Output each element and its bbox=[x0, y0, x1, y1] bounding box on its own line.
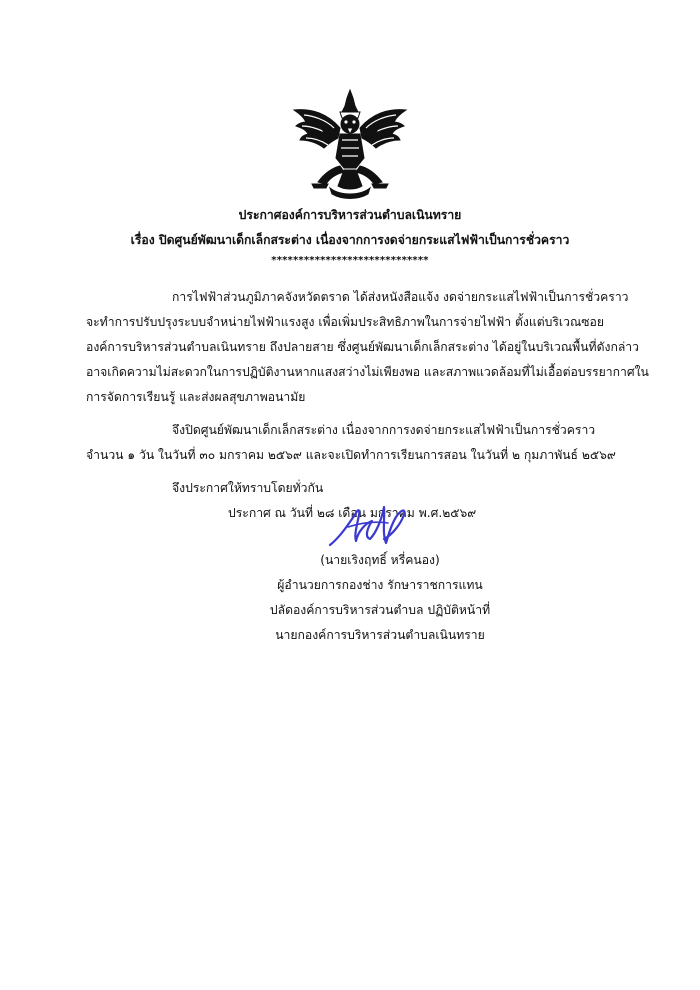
signer-name: (นายเริงฤทธิ์ หรี่คนอง) bbox=[320, 553, 440, 567]
signer-position: ปลัดองค์การบริหารส่วนตำบล ปฏิบัติหน้าที่ bbox=[269, 603, 491, 617]
signer-position: ผู้อำนวยการกองช่าง รักษาราชการแทน bbox=[277, 578, 483, 592]
announce-text: จึงประกาศให้ทราบโดยทั่วกัน bbox=[172, 481, 324, 495]
body-line: อาจเกิดความไม่สะดวกในการปฏิบัติงานหากแสงสว่างไม่เพียงพอ และสภาพแวดล้อมที่ไม่เอื้อต่อบรรยากาศใน bbox=[86, 365, 649, 379]
announce-date: ประกาศ ณ วันที่ ๒๘ เดือน มกราคม พ.ศ.๒๕๖๙ bbox=[228, 506, 477, 520]
document-title: ประกาศองค์การบริหารส่วนตำบลเนินทราย bbox=[238, 208, 462, 222]
garuda-emblem-icon bbox=[290, 88, 410, 200]
body-line: จำนวน ๑ วัน ในวันที่ ๓๐ มกราคม ๒๕๖๙ และจะเปิดทำการเรียนการสอน ในวันที่ ๒ กุมภาพันธ์ ๒๕๖๙ bbox=[86, 448, 616, 462]
document-subject: เรื่อง ปิดศูนย์พัฒนาเด็กเล็กสระต่าง เนื่องจากการงดจ่ายกระแสไฟฟ้าเป็นการชั่วคราว bbox=[130, 233, 570, 247]
signer-position: นายกองค์การบริหารส่วนตำบลเนินทราย bbox=[275, 628, 485, 642]
body-line: จะทำการปรับปรุงระบบจำหน่ายไฟฟ้าแรงสูง เพื่อเพิ่มประสิทธิภาพในการจ่ายไฟฟ้า ตั้งแต่บริเวณซอย bbox=[86, 315, 604, 329]
body-line: องค์การบริหารส่วนตำบลเนินทราย ถึงปลายสาย ซึ่งศูนย์พัฒนาเด็กเล็กสระต่าง ได้อยู่ในบริเวณพื้นที่ดังกล่าว bbox=[86, 340, 639, 354]
separator-line: ***************************** bbox=[271, 255, 429, 266]
body-line: การจัดการเรียนรู้ และส่งผลสุขภาพอนามัย bbox=[86, 390, 306, 404]
body-line: การไฟฟ้าส่วนภูมิภาคจังหวัดตราด ได้ส่งหนังสือแจ้ง งดจ่ายกระแสไฟฟ้าเป็นการชั่วคราว bbox=[172, 290, 629, 304]
body-line: จึงปิดศูนย์พัฒนาเด็กเล็กสระต่าง เนื่องจากการงดจ่ายกระแสไฟฟ้าเป็นการชั่วคราว bbox=[172, 423, 596, 437]
signature-mark bbox=[326, 497, 410, 553]
